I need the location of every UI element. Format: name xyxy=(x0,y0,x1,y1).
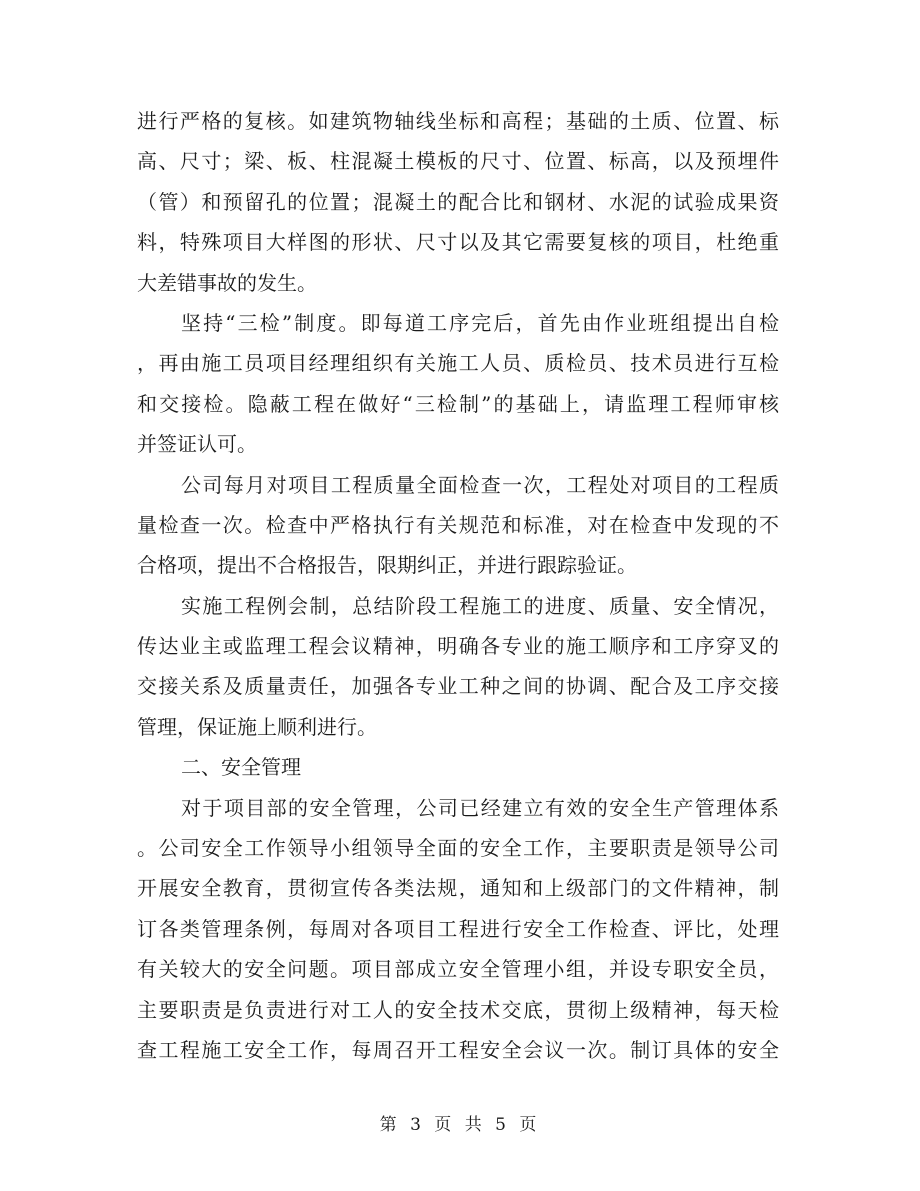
paragraph-first-line: 坚持“三检”制度。即每道工序完后，首先由作业班组提出自检 xyxy=(181,310,779,335)
text-line: 查工程施工安全工作，每周召开工程安全会议一次。制订具体的安全 xyxy=(137,1037,779,1062)
section-heading: 二、安全管理 xyxy=(181,755,301,780)
page-number-footer: 第 3 页 共 5 页 xyxy=(379,1115,541,1135)
text-line: 大差错事故的发生。 xyxy=(137,270,317,295)
text-line: 交接关系及质量责任，加强各专业工种之间的协调、配合及工序交接 xyxy=(137,674,779,699)
text-line: 开展安全教育，贯彻宣传各类法规，通知和上级部门的文件精神，制 xyxy=(137,876,779,901)
text-line: 高、尺寸；梁、板、柱混凝土模板的尺寸、位置、标高，以及预埋件 xyxy=(137,149,779,174)
body-text xyxy=(137,101,779,1070)
text-line: 主要职责是负责进行对工人的安全技术交底，贯彻上级精神，每天检 xyxy=(137,997,779,1022)
text-line: 量检查一次。检查中严格执行有关规范和标准，对在检查中发现的不 xyxy=(137,512,779,537)
text-line: 合格项，提出不合格报告，限期纠正，并进行跟踪验证。 xyxy=(137,553,637,578)
text-line: 有关较大的安全问题。项目部成立安全管理小组，并设专职安全员， xyxy=(137,957,779,982)
paragraph-first-line: 对于项目部的安全管理，公司已经建立有效的安全生产管理体系 xyxy=(181,795,779,820)
text-line: 料，特殊项目大样图的形状、尺寸以及其它需要复核的项目，杜绝重 xyxy=(137,230,779,255)
text-line: 。公司安全工作领导小组领导全面的安全工作，主要职责是领导公司 xyxy=(137,836,779,861)
text-line: 进行严格的复核。如建筑物轴线坐标和高程；基础的土质、位置、标 xyxy=(137,109,779,133)
text-line: 并签证认可。 xyxy=(137,432,257,457)
text-line: 传达业主或监理工程会议精神，明确各专业的施工顺序和工序穿叉的 xyxy=(137,634,779,659)
text-line: （管）和预留孔的位置；混凝土的配合比和钢材、水泥的试验成果资 xyxy=(137,189,779,214)
text-line: ，再由施工员项目经理组织有关施工人员、质检员、技术员进行互检 xyxy=(137,351,779,376)
text-line: 订各类管理条例，每周对各项目工程进行安全工作检查、评比，处理 xyxy=(137,916,779,941)
text-line: 和交接检。隐蔽工程在做好“三检制”的基础上，请监理工程师审核 xyxy=(137,391,779,416)
text-line: 管理，保证施上顺利进行。 xyxy=(137,714,377,739)
paragraph-first-line: 实施工程例会制，总结阶段工程施工的进度、质量、安全情况， xyxy=(181,593,779,618)
paragraph-first-line: 公司每月对项目工程质量全面检查一次，工程处对项目的工程质 xyxy=(181,472,779,497)
